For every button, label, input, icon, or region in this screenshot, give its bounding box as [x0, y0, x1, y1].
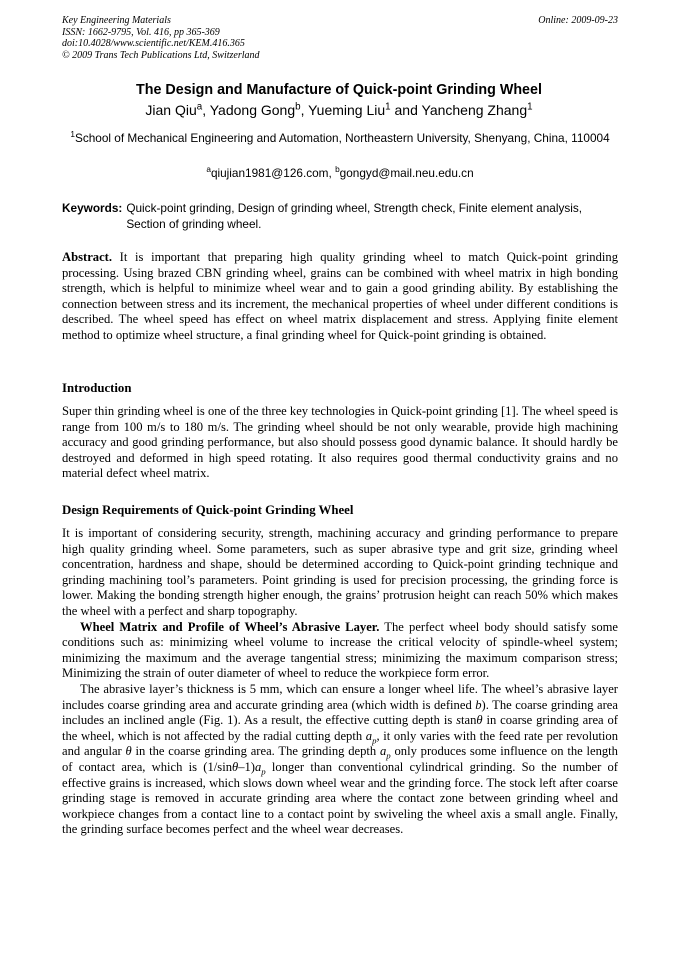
math-symbol: θ: [476, 713, 483, 728]
journal-doi: doi:10.4028/www.scientific.net/KEM.416.365: [62, 38, 245, 49]
paragraph-text: The perfect wheel body should satisfy some conditions such as: minimizing wheel volume to increase the critical velocity of spindle-wheel system; minimizing the maximum and the average tangential stress; minimizing the maximum comparison stress; Minimizing the strain of outer diameter of wheel to reduce the workpiece form error.: [62, 619, 618, 681]
math-subscript: p: [261, 766, 266, 777]
abstract-text: It is important that preparing high quality grinding wheel to match Quick-point grinding processing. Using brazed CBN grinding wheel, grains can be combined with wheel matrix in high bonding strength, which is helpful to minimize wheel wear and to gain a good grinding ability. By establishing the connection between stress and its increment, the mechanical properties of wheel under different conditions is described. The wheel speed has effect on wheel matrix displacement and stress. Applying finite element method to optimize wheel structure, a final grinding wheel for Quick-point grinding is obtained.: [62, 250, 618, 342]
abstract-label: Abstract.: [62, 250, 113, 264]
affiliation-sup: 1: [70, 130, 75, 140]
author-sup: a: [196, 101, 203, 113]
affiliation: [62, 130, 618, 146]
subsection-heading: Wheel Matrix and Profile of Wheel’s Abrasive Layer.: [80, 619, 380, 634]
author-name: Yueming Liu: [308, 102, 386, 118]
author-name: Yadong Gong: [209, 102, 296, 118]
paper-title: The Design and Manufacture of Quick-point Grinding Wheel: [136, 82, 542, 98]
math-symbol: a: [254, 759, 262, 774]
math-symbol: s: [456, 713, 462, 728]
author-name: Yancheng Zhang: [421, 102, 528, 118]
author-sup: b: [295, 101, 301, 113]
online-date: Online: 2009-09-23: [538, 15, 618, 26]
keywords-label: Keywords:: [62, 201, 123, 215]
keywords: [62, 201, 618, 232]
math-symbol: θ: [232, 759, 239, 774]
email-a[interactable]: qiujian1981@126.com,: [210, 166, 336, 180]
paragraph-text: –1): [238, 759, 255, 774]
author-list: Jian Qiu$^a$, Yadong Gong$^b$, Yueming Liu$^1$ and Yancheng Zhang$^1$: [145, 101, 533, 118]
math-function: tan: [461, 713, 477, 728]
author-and: and: [394, 102, 418, 118]
introduction-heading: Introduction: [62, 381, 132, 395]
journal-name: Key Engineering Materials: [62, 15, 171, 26]
math-symbol: θ: [125, 744, 132, 759]
math-symbol: a: [365, 728, 373, 743]
design-paragraph-1: It is important of considering security, strength, machining accuracy and grinding performance to prepare high quality grinding wheel. Some parameters, such as super abrasive type and grit size, grinding wheel concentration, hardness and shape, should be determined according to Quick-point grinding technique and grinding machining tool’s parameters. Point grinding is used for precision processing, the grinding force is lower. Making the bonding strength higher enough, the grains’ protrusion height can reach 50% which makes the wheel with a perfect and sharp topography.: [62, 526, 618, 618]
paragraph-text: , it only varies with the feed rate per revolution and angular: [62, 728, 618, 759]
journal-issn: ISSN: 1662-9795, Vol. 416, pp 365-369: [62, 26, 220, 38]
design-paragraph-3: [62, 682, 618, 838]
paragraph-text: in coarse grinding area of the wheel, which is not affected by the radial cutting depth: [62, 713, 618, 743]
author-sup: 1: [385, 101, 391, 113]
author-sup: 1: [527, 101, 533, 113]
math-subscript: p: [386, 750, 391, 761]
journal-header: [62, 15, 618, 61]
author-name: Jian Qiu: [145, 102, 197, 118]
math-symbol: b: [475, 697, 482, 712]
keywords-text: Quick-point grinding, Design of grinding wheel, Strength check, Finite element analysis, Section of grinding wheel.: [126, 201, 583, 231]
paragraph-text: ). The coarse grinding area includes an inclined angle (Fig. 1). As a result, the effective cutting depth is: [62, 697, 618, 728]
design-paragraph-2: [62, 620, 618, 682]
design-section: [62, 526, 618, 838]
journal-copyright: © 2009 Trans Tech Publications Ltd, Switzerland: [62, 49, 260, 61]
email-sup-a: a: [206, 165, 211, 175]
email-b[interactable]: gongyd@mail.neu.edu.cn: [339, 166, 474, 180]
paragraph-text: The abrasive layer’s thickness is 5 mm, which can ensure a longer wheel life. The wheel’s abrasive layer includes coarse grinding area and accurate grinding area (which width is defined: [62, 681, 618, 712]
email-sup-b: b: [335, 165, 340, 175]
introduction-text: Super thin grinding wheel is one of the three key technologies in Quick-point grinding [1]. The wheel speed is range from 100 m/s to 180 m/s. The grinding wheel should be not only wearable, provide high machining accuracy and good grinding performance, but also should possess good dynamic balance. It should hardly be destroyed and deformed in high speed rotating. It also requires good thermal conductivity grains and no material defect wheel matrix.: [62, 404, 618, 481]
affiliation-text: School of Mechanical Engineering and Automation, Northeastern University, Shenyang, China, 110004: [74, 131, 610, 145]
math-subscript: p: [372, 735, 377, 746]
paragraph-text: only produces some influence on the length of contact area, which is (1/sin: [62, 744, 618, 774]
abstract: [62, 250, 618, 344]
design-heading: Design Requirements of Quick-point Grinding Wheel: [62, 503, 354, 517]
author-emails: [62, 166, 618, 180]
paragraph-text: longer than conventional cylindrical grinding. So the number of effective grains is increased, which slows down wheel wear and the grinding force. The stock left after coarse grinding stage is removed in accurate grinding area where the contact zone between grinding wheel and workpiece changes from a contact line to a contact point by swiveling the wheel axis a small angle. Finally, the grinding surface becomes perfect and the wheel wear decreases.: [62, 759, 619, 837]
paragraph-text: in the coarse grinding area. The grinding depth: [131, 744, 380, 759]
math-symbol: a: [379, 744, 387, 759]
